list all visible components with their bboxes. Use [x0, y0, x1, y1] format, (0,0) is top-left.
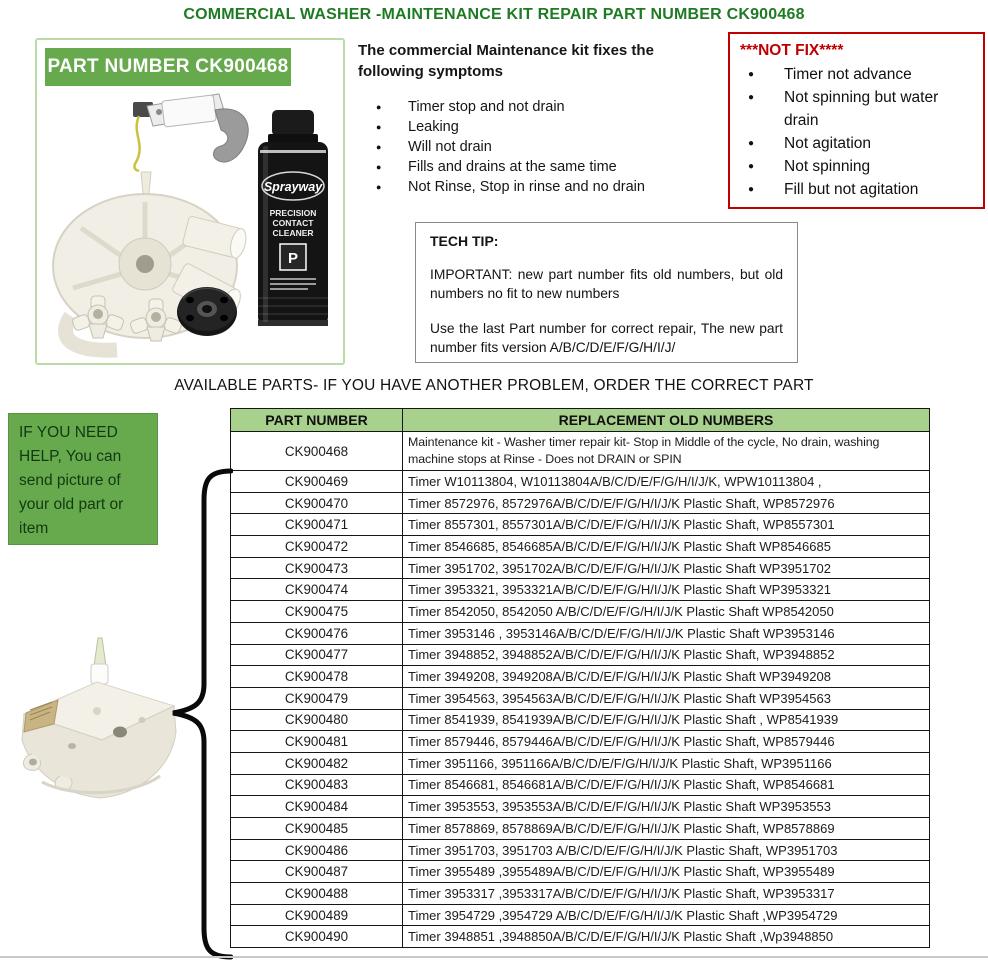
tech-tip-title: TECH TIP: — [430, 233, 499, 249]
bullet-icon: ● — [748, 184, 755, 195]
symptoms-heading: The commercial Maintenance kit fixes the following symptoms — [358, 42, 654, 80]
old-numbers-cell: Maintenance kit - Washer timer repair kit- Stop in Middle of the cycle, No drain, washing machine stops at Rinse - Does not DRAIN or SPIN — [403, 432, 930, 471]
table-row — [231, 926, 930, 948]
symptoms-list — [358, 97, 693, 197]
bullet-icon: ● — [376, 122, 382, 132]
bullet-icon: ● — [376, 102, 382, 112]
maintenance-kit-parts-image — [37, 40, 343, 363]
bullet-icon: ● — [376, 162, 382, 172]
part-number-cell: CK900488 — [231, 883, 403, 905]
old-numbers-cell: Timer 3948852, 3948852A/B/C/D/E/F/G/H/I/J/K Plastic Shaft, WP3948852 — [403, 644, 930, 666]
part-number-cell: CK900478 — [231, 666, 403, 688]
old-numbers-cell: Timer 3951702, 3951702A/B/C/D/E/F/G/H/I/J/K Plastic Shaft WP3951702 — [403, 557, 930, 579]
table-row — [231, 774, 930, 796]
table-row — [231, 471, 930, 493]
old-numbers-cell: Timer W10113804, W10113804A/B/C/D/E/F/G/H/I/J/K, WPW10113804 , — [403, 471, 930, 493]
parts-table — [230, 408, 930, 948]
part-number-cell: CK900479 — [231, 687, 403, 709]
tech-tip-paragraph-2: Use the last Part number for correct repair, The new part number fits version A/B/C/D/E/F/G/H/I/J/ — [430, 321, 783, 355]
not-fix-text: Not spinning — [784, 158, 871, 175]
old-numbers-cell: Timer 3953146 , 3953146A/B/C/D/E/F/G/H/I/J/K Plastic Shaft WP3953146 — [403, 622, 930, 644]
tech-tip-box — [415, 222, 798, 363]
old-numbers-cell: Timer 8557301, 8557301A/B/C/D/E/F/G/H/I/J/K Plastic Shaft, WP8557301 — [403, 514, 930, 536]
old-numbers-cell: Timer 8578869, 8578869A/B/C/D/E/F/G/H/I/J/K Plastic Shaft, WP8578869 — [403, 818, 930, 840]
tech-tip-paragraph-1: IMPORTANT: new part number fits old numbers, but old numbers no fit to new numbers — [430, 267, 783, 301]
table-row — [231, 861, 930, 883]
not-fix-text: Not spinning but water drain — [784, 89, 939, 129]
not-fix-text: Timer not advance — [784, 66, 912, 83]
part-number-cell: CK900474 — [231, 579, 403, 601]
part-number-cell: CK900469 — [231, 471, 403, 493]
part-number-cell: CK900475 — [231, 601, 403, 623]
old-numbers-cell: Timer 3953317 ,3953317A/B/C/D/E/F/G/H/I/J/K Plastic Shaft, WP3953317 — [403, 883, 930, 905]
not-fix-list — [730, 63, 983, 201]
part-number-cell: CK900483 — [231, 774, 403, 796]
table-row — [231, 536, 930, 558]
table-row — [231, 601, 930, 623]
symptom-text: Timer stop and not drain — [408, 99, 565, 115]
not-fix-text: Fill but not agitation — [784, 181, 919, 198]
table-row — [231, 514, 930, 536]
not-fix-item — [730, 63, 983, 86]
maintenance-kit-box — [35, 38, 345, 365]
table-row — [231, 839, 930, 861]
part-number-cell: CK900470 — [231, 492, 403, 514]
bullet-icon: ● — [748, 69, 755, 80]
available-parts-heading: AVAILABLE PARTS- IF YOU HAVE ANOTHER PROBLEM, ORDER THE CORRECT PART — [174, 377, 814, 394]
old-numbers-cell: Timer 3948851 ,3948850A/B/C/D/E/F/G/H/I/J/K Plastic Shaft ,Wp3948850 — [403, 926, 930, 948]
table-row — [231, 796, 930, 818]
spray-can-brand: Sprayway — [263, 180, 323, 194]
col-header-part-number: PART NUMBER — [231, 409, 403, 432]
table-row — [231, 644, 930, 666]
bullet-icon: ● — [748, 92, 755, 103]
part-number-cell: CK900481 — [231, 731, 403, 753]
part-number-cell: CK900468 — [231, 432, 403, 471]
table-row — [231, 492, 930, 514]
part-number-cell: CK900476 — [231, 622, 403, 644]
table-row — [231, 622, 930, 644]
old-numbers-cell: Timer 3954563, 3954563A/B/C/D/E/F/G/H/I/J/K Plastic Shaft WP3954563 — [403, 687, 930, 709]
old-numbers-cell: Timer 3955489 ,3955489A/B/C/D/E/F/G/H/I/J/K Plastic Shaft, WP3955489 — [403, 861, 930, 883]
part-number-cell: CK900490 — [231, 926, 403, 948]
table-row — [231, 687, 930, 709]
symptom-text: Not Rinse, Stop in rinse and no drain — [408, 179, 645, 195]
bullet-icon: ● — [748, 138, 755, 149]
part-number-cell: CK900471 — [231, 514, 403, 536]
part-number-cell: CK900472 — [231, 536, 403, 558]
symptom-item — [358, 157, 693, 177]
old-numbers-cell: Timer 8541939, 8541939A/B/C/D/E/F/G/H/I/J/K Plastic Shaft , WP8541939 — [403, 709, 930, 731]
bottom-divider — [0, 956, 988, 958]
spray-can-line2: CONTACT — [272, 218, 314, 228]
part-number-cell: CK900473 — [231, 557, 403, 579]
spray-can-line3: CLEANER — [272, 228, 314, 238]
bullet-icon: ● — [376, 142, 382, 152]
part-number-cell: CK900485 — [231, 818, 403, 840]
old-numbers-cell: Timer 3954729 ,3954729 A/B/C/D/E/F/G/H/I/J/K Plastic Shaft ,WP3954729 — [403, 904, 930, 926]
part-number-cell: CK900489 — [231, 904, 403, 926]
kit-box-header: PART NUMBER CK900468 — [45, 48, 291, 86]
table-row — [231, 904, 930, 926]
part-number-cell: CK900482 — [231, 752, 403, 774]
bullet-icon: ● — [376, 182, 382, 192]
not-fix-title: ***NOT FIX**** — [740, 42, 844, 59]
not-fix-item — [730, 132, 983, 155]
col-header-old-numbers: REPLACEMENT OLD NUMBERS — [403, 409, 930, 432]
table-row — [231, 557, 930, 579]
brace-icon — [163, 468, 233, 960]
symptom-item — [358, 97, 693, 117]
spray-can-letter: P — [287, 250, 299, 267]
page-title: COMMERCIAL WASHER -MAINTENANCE KIT REPAIR PART NUMBER CK900468 — [183, 6, 805, 23]
old-numbers-cell: Timer 3953553, 3953553A/B/C/D/E/F/G/H/I/J/K Plastic Shaft WP3953553 — [403, 796, 930, 818]
bullet-icon: ● — [748, 161, 755, 172]
old-numbers-cell: Timer 3949208, 3949208A/B/C/D/E/F/G/H/I/J/K Plastic Shaft WP3949208 — [403, 666, 930, 688]
not-fix-item — [730, 178, 983, 201]
table-row — [231, 432, 930, 471]
old-numbers-cell: Timer 8546685, 8546685A/B/C/D/E/F/G/H/I/J/K Plastic Shaft WP8546685 — [403, 536, 930, 558]
not-fix-item — [730, 86, 983, 132]
not-fix-text: Not agitation — [784, 135, 872, 152]
part-number-cell: CK900487 — [231, 861, 403, 883]
table-row — [231, 666, 930, 688]
help-box: IF YOU NEED HELP, You can send picture of your old part or item — [8, 413, 158, 545]
symptom-item — [358, 137, 693, 157]
table-header-row — [231, 409, 930, 432]
parts-table-body — [231, 432, 930, 948]
old-numbers-cell: Timer 3951166, 3951166A/B/C/D/E/F/G/H/I/J/K Plastic Shaft, WP3951166 — [403, 752, 930, 774]
old-numbers-cell: Timer 3953321, 3953321A/B/C/D/E/F/G/H/I/J/K Plastic Shaft WP3953321 — [403, 579, 930, 601]
part-number-cell: CK900484 — [231, 796, 403, 818]
old-numbers-cell: Timer 8579446, 8579446A/B/C/D/E/F/G/H/I/J/K Plastic Shaft, WP8579446 — [403, 731, 930, 753]
symptom-text: Will not drain — [408, 139, 492, 155]
not-fix-box — [728, 32, 985, 209]
part-number-cell: CK900480 — [231, 709, 403, 731]
table-row — [231, 731, 930, 753]
symptom-item — [358, 117, 693, 137]
motor-coupling-image — [177, 287, 237, 336]
old-numbers-cell: Timer 8542050, 8542050 A/B/C/D/E/F/G/H/I/J/K Plastic Shaft WP8542050 — [403, 601, 930, 623]
table-row — [231, 818, 930, 840]
spray-can-line1: PRECISION — [269, 208, 317, 218]
symptom-text: Leaking — [408, 119, 459, 135]
old-numbers-cell: Timer 3951703, 3951703 A/B/C/D/E/F/G/H/I/J/K Plastic Shaft, WP3951703 — [403, 839, 930, 861]
symptoms-section — [358, 40, 693, 197]
not-fix-item — [730, 155, 983, 178]
old-numbers-cell: Timer 8572976, 8572976A/B/C/D/E/F/G/H/I/J/K Plastic Shaft, WP8572976 — [403, 492, 930, 514]
table-row — [231, 709, 930, 731]
lid-switch-image — [133, 94, 248, 171]
table-row — [231, 883, 930, 905]
symptom-item — [358, 177, 693, 197]
symptom-text: Fills and drains at the same time — [408, 159, 617, 175]
table-row — [231, 579, 930, 601]
part-number-cell: CK900477 — [231, 644, 403, 666]
part-number-cell: CK900486 — [231, 839, 403, 861]
spray-can-image — [258, 110, 328, 326]
old-numbers-cell: Timer 8546681, 8546681A/B/C/D/E/F/G/H/I/J/K Plastic Shaft, WP8546681 — [403, 774, 930, 796]
table-row — [231, 752, 930, 774]
